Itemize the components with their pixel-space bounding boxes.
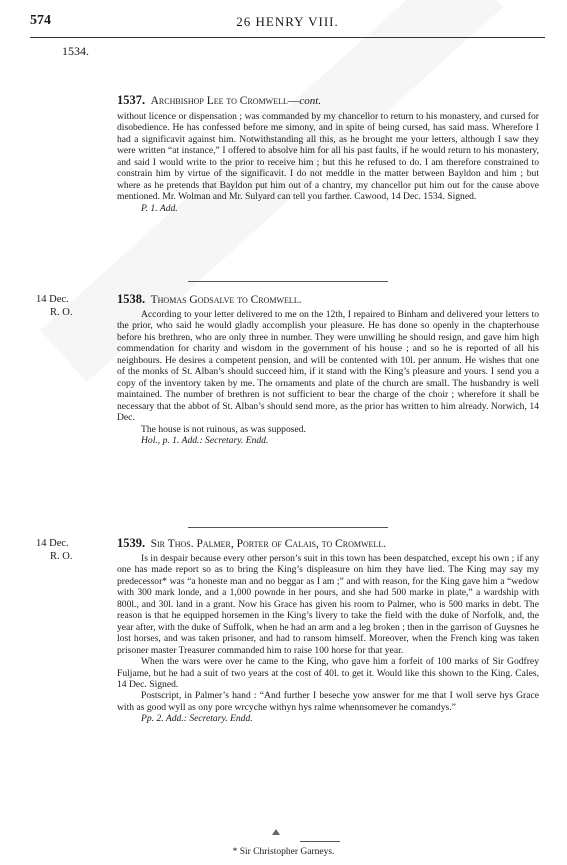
margin-note-1538 xyxy=(36,293,110,319)
margin-source: R. O. xyxy=(50,307,73,318)
entry-number: 1537. xyxy=(117,93,146,107)
margin-note-1539 xyxy=(36,537,110,563)
entry-body-1538 xyxy=(117,309,539,446)
entry-reference: P. 1. Add. xyxy=(141,202,178,214)
header-rule xyxy=(30,37,545,38)
entry-number: 1538. xyxy=(117,292,146,306)
year-marker: 1534. xyxy=(62,44,89,58)
entry-body-1537 xyxy=(117,111,539,214)
entry-reference: Pp. 2. Add.: Secretary. Endd. xyxy=(141,713,253,725)
entry-divider xyxy=(188,527,388,528)
entry-paragraph: Is in despair because every other person’s suit in this town has been despatched, except his own ; if any one has made report so as to bring the King’s displeasure on him they have lied. The King may say my predecessor* was “a honeste man and no beggar as I am ;” and with reason, for the King gave him a “wedow with 300 mark londe, and a 1,000 pownde in her pours, and she had 500 marke in plate,” a wardship with 800l., and 30l. land in a grant. Now his Grace has given his room to Palmer, who is 500 marks in debt. The reason is that he equipped horsemen in the King’s livery to take the field with the duke of Norfolk, and, the year after, with the duke of Suffolk, when he had an arm and a leg broken ; then in the garrison of Guysnes he lost horses, and was taken prisoner, and had to ransom himself. Moreover, when the French king was taken prisoner master Treasurer commanded him to raise 100 horse for that year. xyxy=(117,553,539,656)
entry-heading-1539 xyxy=(117,537,543,551)
header-title: 26 HENRY VIII. xyxy=(236,14,339,29)
entry-title: Archbishop Lee to Cromwell— xyxy=(150,95,300,107)
entry-paragraph: without licence or dispensation ; was commanded by my chancellor to return to his monastery, and cursed for disobedience. He has confessed before me simony, and in spite of being cursed, has said mass. Wherefore I had a significavit against him. Notwithstanding all this, as he brought me your letters, although I saw they were written “at instance,” I offered to absolve him for all his past faults, if he would return to his monastery, and said I would write to the prior to receive him ; but this he refused to do. I am therefore constrained to constrain him by virtue of the significavit. I do not meddle in the matter between Bayldon and him ; but where as he pretends that Bayldon put him out of a chantry, my chancellor put him out for the cause above mentioned. Mr. Wolman and Mr. Sulyard can tell you farther. Cawood, 14 Dec. 1534. Signed. xyxy=(117,111,539,203)
entry-paragraph: The house is not ruinous, as was supposed. xyxy=(141,423,306,435)
entry-paragraph: According to your letter delivered to me on the 12th, I repaired to Binham and delivered your letters to the prior, who said he would gladly accomplish your pleasure. He has done so openly in the chapterhouse before his brethren, who are only three in number. They were unwilling he should resign, and gave him high commendation for charity and wisdom in the government of his house ; and so he is reported of all his neighbours. He desires a competent pension, and will be contented with 10l. per annum. He wishes that one of the monks of St. Alban’s should succeed him, if it stand with the King’s pleasure and yours. I send you a copy of the inventory taken by me. The ornaments and plate of the church are small. The husbandry is well maintained. The number of brethren is not sufficient to bear the charge of the choir ; wherefore it shall be necessary that the abbot of St. Alban’s should send more, as the prior has written to him already. Norwich, 14 Dec. xyxy=(117,309,539,424)
margin-source: R. O. xyxy=(50,551,73,562)
entry-title: Sir Thos. Palmer, Porter of Calais, to Cromwell. xyxy=(150,538,387,550)
entry-body-1539 xyxy=(117,553,539,725)
footnote: * Sir Christopher Garneys. xyxy=(232,847,335,857)
entry-paragraph: Postscript, in Palmer’s hand : “And further I beseche yow answer for me that I woll serve hys Grace with as good wyll as ony pore wrcyche withyn hys ralme whennsomever he comandys.” xyxy=(117,690,539,713)
up-arrow-icon[interactable] xyxy=(272,829,280,835)
running-header xyxy=(30,13,545,29)
margin-date: 14 Dec. xyxy=(36,538,69,549)
entry-paragraph: When the wars were over he came to the King, who gave him a forfeit of 100 marks of Sir Godfrey Fuljame, but he had a suit of two years at the cost of 40l. to get it. Would like this shown to the King. Cales, 14 Dec. Signed. xyxy=(117,656,539,690)
entry-title: Thomas Godsalve to Cromwell. xyxy=(150,294,302,306)
margin-date: 14 Dec. xyxy=(36,294,69,305)
entry-number: 1539. xyxy=(117,536,146,550)
entry-heading-1538 xyxy=(117,293,543,307)
entry-reference: Hol., p. 1. Add.: Secretary. Endd. xyxy=(141,434,269,446)
entry-title-suffix: cont. xyxy=(299,95,322,107)
entry-divider xyxy=(188,281,388,282)
footnote-rule xyxy=(300,841,340,842)
entry-heading-1537 xyxy=(117,94,543,108)
page-number: 574 xyxy=(30,13,51,28)
